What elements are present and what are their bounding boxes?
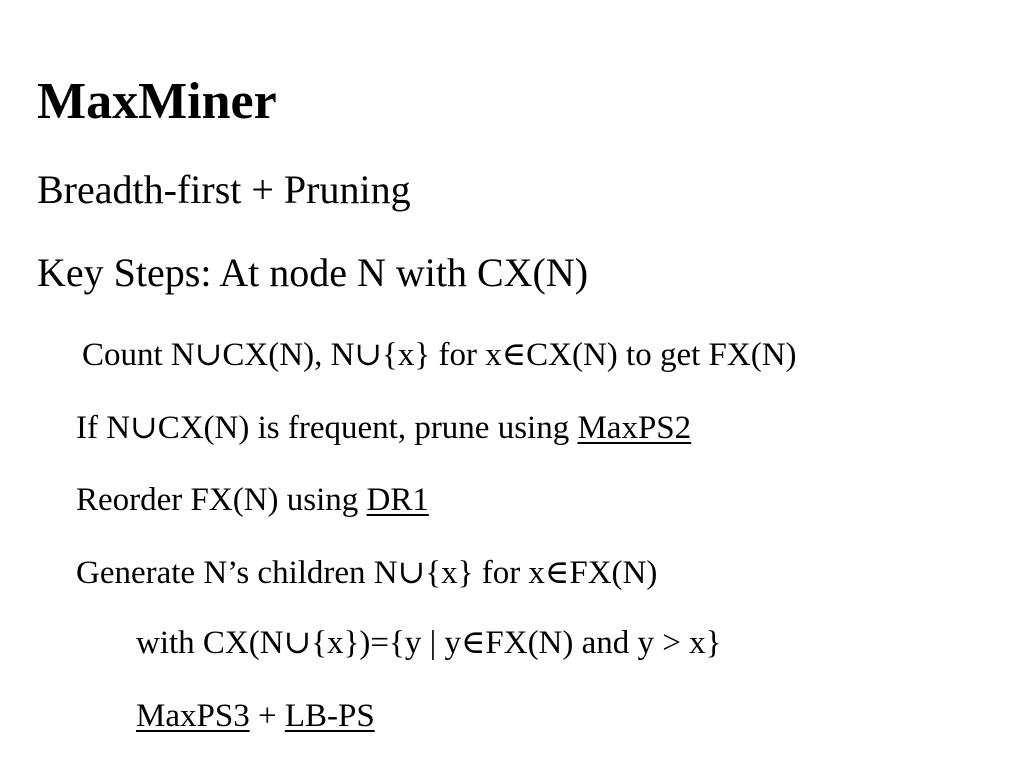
- step-prune: [76, 412, 691, 445]
- plus-sign: +: [249, 698, 285, 734]
- subtitle-key-steps: Key Steps: At node N with CX(N): [37, 250, 589, 295]
- dr1-link[interactable]: DR1: [366, 482, 429, 518]
- step-count: Count N∪CX(N), N∪{x} for x∈CX(N) to get FX(N): [82, 337, 797, 373]
- maxps3-link[interactable]: MaxPS3: [136, 698, 250, 734]
- step-generate: Generate N’s children N∪{x} for x∈FX(N): [76, 555, 658, 591]
- slide-title: MaxMiner: [37, 73, 277, 130]
- maxps2-link[interactable]: MaxPS2: [577, 410, 692, 446]
- subtitle-breadth-first: Breadth-first + Pruning: [37, 167, 411, 212]
- step-maxps3-lbps: [136, 700, 375, 733]
- step-with-cx: with CX(N∪{x})={y | y∈FX(N) and y > x}: [136, 625, 722, 661]
- step-reorder-text: Reorder FX(N) using: [76, 482, 367, 518]
- step-prune-text: If N∪CX(N) is frequent, prune using: [76, 410, 578, 446]
- lb-ps-link[interactable]: LB-PS: [284, 698, 375, 734]
- step-reorder: [76, 484, 429, 517]
